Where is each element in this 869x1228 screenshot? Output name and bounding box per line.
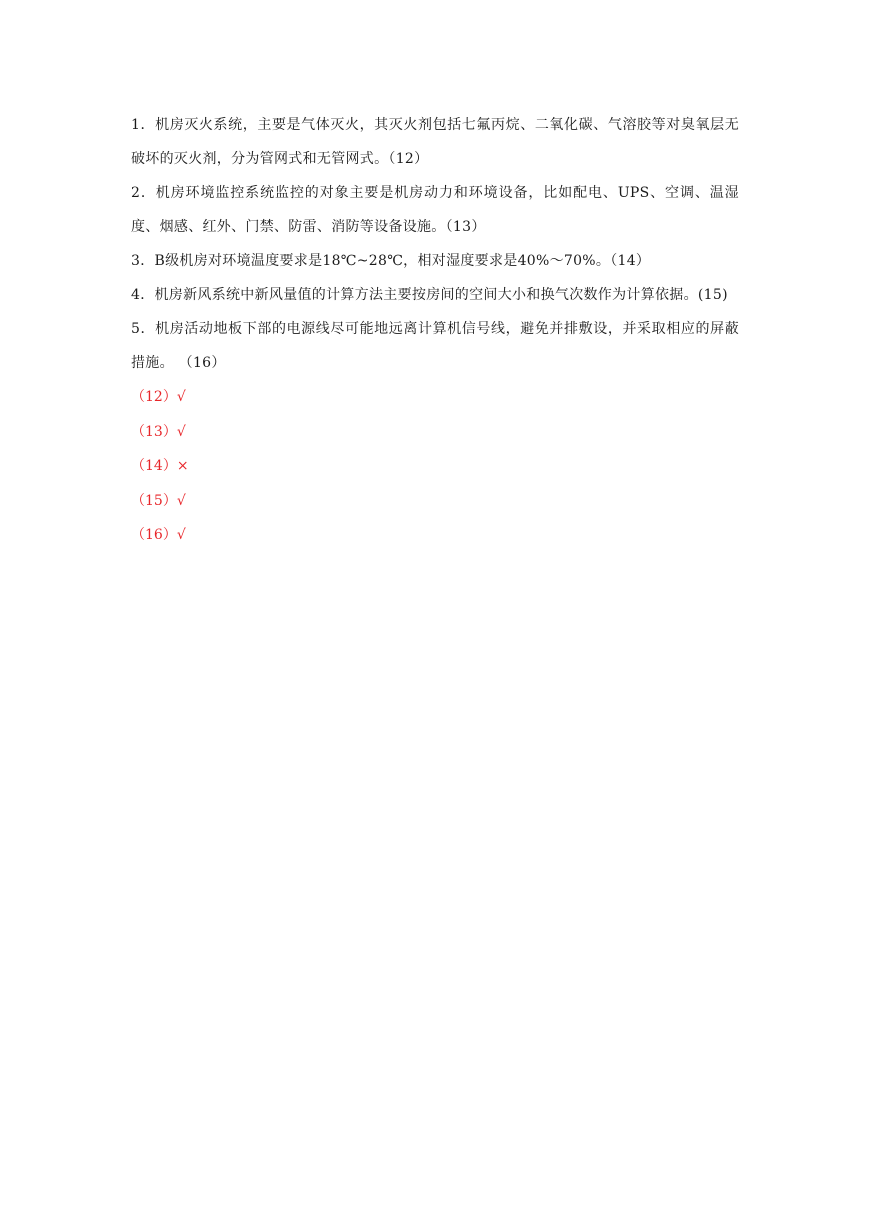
document-content bbox=[131, 108, 739, 553]
question-item: 1．机房灭火系统，主要是气体灭火，其灭火剂包括七氟丙烷、二氧化碳、气溶胶等对臭氧层无破坏的灭火剂，分为管网式和无管网式。（12） bbox=[131, 117, 739, 167]
question-list bbox=[131, 108, 739, 380]
answer-item: （16）√ bbox=[131, 527, 186, 543]
question-item: 5．机房活动地板下部的电源线尽可能地远离计算机信号线，避免并排敷设，并采取相应的屏蔽措施。 （16） bbox=[131, 321, 739, 371]
answer-list bbox=[131, 380, 739, 553]
answer-item: （14）× bbox=[131, 458, 189, 474]
question-item: 4．机房新风系统中新风量值的计算方法主要按房间的空间大小和换气次数作为计算依据。(15) bbox=[131, 287, 728, 303]
answer-item: （15）√ bbox=[131, 492, 186, 509]
question-item: 2．机房环境监控系统监控的对象主要是机房动力和环境设备，比如配电、UPS、空调、温湿度、烟感、红外、门禁、防雷、消防等设备设施。（13） bbox=[131, 185, 739, 235]
question-item: 3．B级机房对环境温度要求是18℃~28℃，相对湿度要求是40%～70%。（14） bbox=[131, 253, 651, 269]
answer-item: （12）√ bbox=[131, 389, 186, 405]
answer-item: （13）√ bbox=[131, 423, 186, 440]
